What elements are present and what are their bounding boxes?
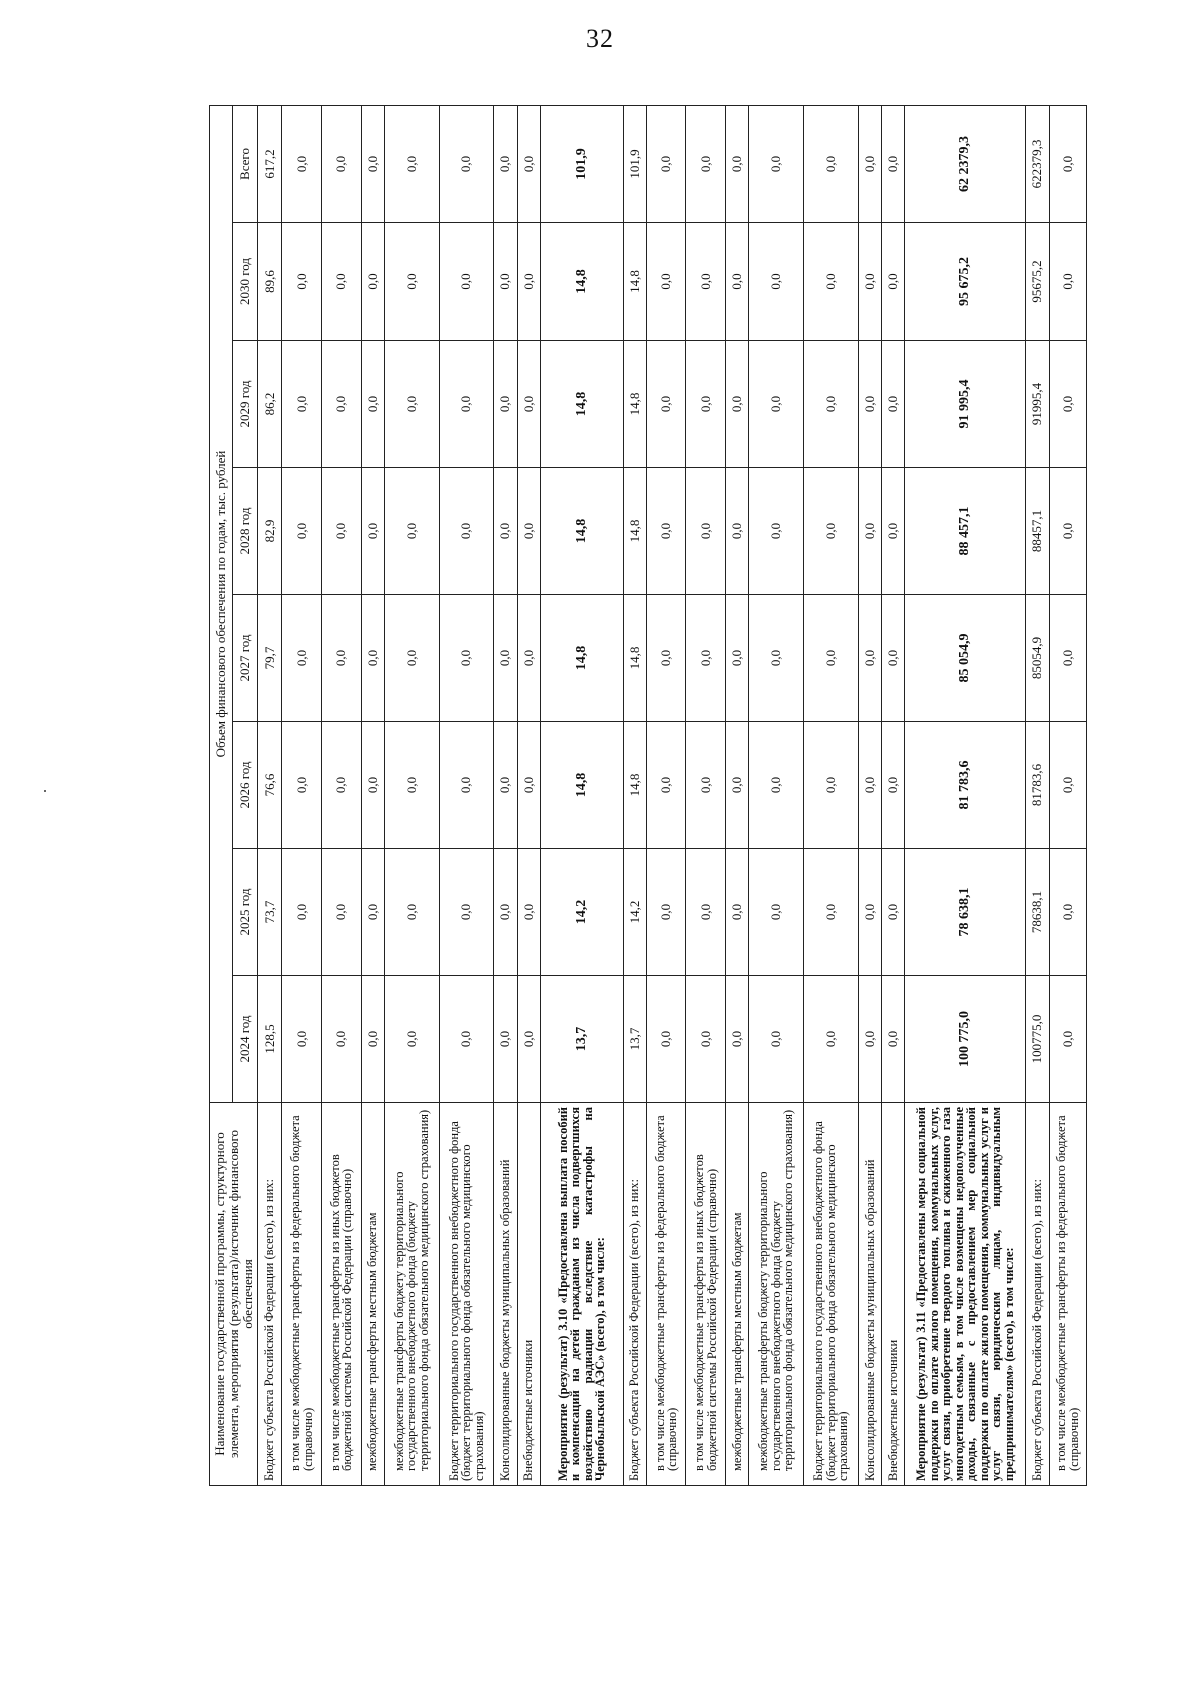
row-value-cell: 0,0 xyxy=(494,722,517,849)
row-label: Бюджет субъекта Российской Федерации (всего), из них: xyxy=(1026,1103,1049,1486)
table-row xyxy=(749,105,804,1485)
header-year: 2029 год xyxy=(233,341,258,468)
row-value-cell: 14,8 xyxy=(540,341,623,468)
row-value-cell: 0,0 xyxy=(749,722,804,849)
row-value-cell: 85 054,9 xyxy=(905,595,1026,722)
row-value-cell: 0,0 xyxy=(749,341,804,468)
row-value-cell: 0,0 xyxy=(384,341,439,468)
row-value-cell: 0,0 xyxy=(322,595,362,722)
table-row xyxy=(686,105,726,1485)
row-value-cell: 0,0 xyxy=(282,849,322,976)
row-value-cell: 0,0 xyxy=(361,976,384,1103)
row-value-cell: 0,0 xyxy=(282,223,322,341)
row-value-cell: 14,8 xyxy=(623,341,646,468)
row-value-cell: 0,0 xyxy=(517,468,540,595)
row-value-cell: 101,9 xyxy=(540,105,623,222)
row-value-cell: 0,0 xyxy=(361,595,384,722)
row-value-cell: 0,0 xyxy=(686,849,726,976)
row-value-cell: 0,0 xyxy=(361,849,384,976)
row-value-cell: 0,0 xyxy=(439,722,494,849)
table-row xyxy=(439,105,494,1485)
table-row xyxy=(623,105,646,1485)
row-value-cell: 0,0 xyxy=(881,849,904,976)
row-value-cell: 14,8 xyxy=(540,468,623,595)
row-value-cell: 73,7 xyxy=(258,849,282,976)
row-value-cell: 0,0 xyxy=(494,976,517,1103)
header-year: 2025 год xyxy=(233,849,258,976)
row-value-cell: 0,0 xyxy=(725,223,748,341)
row-value-cell: 0,0 xyxy=(517,595,540,722)
row-value-cell: 0,0 xyxy=(725,468,748,595)
row-value-cell: 85054,9 xyxy=(1026,595,1049,722)
row-value-cell: 78 638,1 xyxy=(905,849,1026,976)
row-value-cell: 0,0 xyxy=(803,223,858,341)
row-value-cell: 0,0 xyxy=(494,849,517,976)
row-value-cell: 0,0 xyxy=(517,341,540,468)
row-value-cell: 0,0 xyxy=(384,849,439,976)
row-value-cell: 0,0 xyxy=(517,976,540,1103)
row-value-cell: 0,0 xyxy=(686,223,726,341)
row-value-cell: 100 775,0 xyxy=(905,976,1026,1103)
row-label: Бюджет территориального государственного внебюджетного фонда (бюджет территориального фонда обязательного медицинского страхования) xyxy=(439,1103,494,1486)
table-row xyxy=(881,105,904,1485)
row-value-cell: 95 675,2 xyxy=(905,223,1026,341)
row-value-cell: 0,0 xyxy=(494,341,517,468)
row-value-cell: 13,7 xyxy=(540,976,623,1103)
table-row xyxy=(725,105,748,1485)
row-label: межбюджетные трансферты бюджету территориального государственного внебюджетного фонда (бюджету территориального фонда обязательного медицинского страхования) xyxy=(749,1103,804,1486)
row-value-cell: 0,0 xyxy=(749,223,804,341)
row-value-cell: 14,2 xyxy=(540,849,623,976)
row-value-cell: 0,0 xyxy=(803,849,858,976)
header-year: 2026 год xyxy=(233,722,258,849)
row-value-cell: 0,0 xyxy=(725,976,748,1103)
row-value-cell: 0,0 xyxy=(1049,722,1086,849)
row-value-cell: 0,0 xyxy=(803,595,858,722)
row-value-cell: 0,0 xyxy=(881,223,904,341)
row-value-cell: 14,8 xyxy=(540,223,623,341)
row-value-cell: 0,0 xyxy=(646,341,686,468)
header-year: 2027 год xyxy=(233,595,258,722)
row-value-cell: 0,0 xyxy=(322,223,362,341)
row-value-cell: 0,0 xyxy=(322,976,362,1103)
row-value-cell: 0,0 xyxy=(881,976,904,1103)
row-value-cell: 0,0 xyxy=(686,595,726,722)
row-value-cell: 0,0 xyxy=(725,595,748,722)
row-value-cell: 0,0 xyxy=(384,976,439,1103)
row-value-cell: 0,0 xyxy=(686,105,726,222)
row-value-cell: 622379,3 xyxy=(1026,105,1049,222)
row-value-cell: 0,0 xyxy=(881,595,904,722)
row-value-cell: 14,8 xyxy=(623,722,646,849)
row-value-cell: 0,0 xyxy=(439,595,494,722)
row-value-cell: 0,0 xyxy=(803,722,858,849)
row-value-cell: 0,0 xyxy=(646,223,686,341)
row-value-cell: 14,2 xyxy=(623,849,646,976)
row-value-cell: 0,0 xyxy=(282,468,322,595)
row-value-cell: 76,6 xyxy=(258,722,282,849)
row-value-cell: 0,0 xyxy=(646,976,686,1103)
row-label: Бюджет территориального государственного внебюджетного фонда (бюджет территориального фонда обязательного медицинского страхования) xyxy=(803,1103,858,1486)
row-value-cell: 0,0 xyxy=(384,722,439,849)
row-value-cell: 0,0 xyxy=(384,105,439,222)
table-row xyxy=(517,105,540,1485)
row-value-cell: 82,9 xyxy=(258,468,282,595)
page-number: 32 xyxy=(586,24,614,53)
row-value-cell: 0,0 xyxy=(1049,849,1086,976)
row-value-cell: 0,0 xyxy=(749,468,804,595)
row-value-cell: 0,0 xyxy=(439,849,494,976)
row-value-cell: 0,0 xyxy=(858,223,881,341)
row-value-cell: 14,8 xyxy=(540,722,623,849)
row-value-cell: 0,0 xyxy=(725,341,748,468)
row-value-cell: 0,0 xyxy=(749,595,804,722)
row-value-cell: 128,5 xyxy=(258,976,282,1103)
header-year: Всего xyxy=(233,105,258,222)
row-value-cell: 0,0 xyxy=(494,105,517,222)
row-label: межбюджетные трансферты местным бюджетам xyxy=(361,1103,384,1486)
row-value-cell: 14,8 xyxy=(540,595,623,722)
table-row xyxy=(540,105,623,1485)
row-value-cell: 0,0 xyxy=(858,976,881,1103)
table-row xyxy=(1026,105,1049,1485)
row-value-cell: 0,0 xyxy=(881,341,904,468)
row-value-cell: 0,0 xyxy=(803,341,858,468)
row-label: в том числе межбюджетные трансферты из федерального бюджета (справочно) xyxy=(282,1103,322,1486)
row-value-cell: 0,0 xyxy=(322,722,362,849)
row-value-cell: 0,0 xyxy=(322,468,362,595)
row-value-cell: 617,2 xyxy=(258,105,282,222)
table-row xyxy=(361,105,384,1485)
row-value-cell: 0,0 xyxy=(646,849,686,976)
row-value-cell: 81783,6 xyxy=(1026,722,1049,849)
row-value-cell: 0,0 xyxy=(361,105,384,222)
row-value-cell: 0,0 xyxy=(1049,468,1086,595)
row-value-cell: 0,0 xyxy=(517,849,540,976)
row-value-cell: 88 457,1 xyxy=(905,468,1026,595)
table-body xyxy=(258,105,1087,1485)
row-value-cell: 0,0 xyxy=(494,223,517,341)
row-value-cell: 0,0 xyxy=(384,468,439,595)
row-value-cell: 0,0 xyxy=(282,722,322,849)
row-value-cell: 0,0 xyxy=(282,976,322,1103)
row-label: Мероприятие (результат) 3.11 «Предоставлены меры социальной поддержки по оплате жилого помещения, коммунальных услуг, услуг связи, приобретение твердого топлива и сжиженного газа многодетным семьям, в том числе возмещены недополученные доходы, связанные с предоставлением мер социальной поддержки по оплате жилого помещения, коммунальных услуг и услуг связи, юридическим лицам, индивидуальным предпринимателям» (всего), в том числе: xyxy=(905,1103,1026,1486)
row-value-cell: 0,0 xyxy=(749,849,804,976)
row-value-cell: 0,0 xyxy=(1049,341,1086,468)
row-value-cell: 0,0 xyxy=(858,849,881,976)
table-row xyxy=(322,105,362,1485)
table-row xyxy=(1049,105,1086,1485)
row-value-cell: 0,0 xyxy=(439,105,494,222)
row-label: Консолидированные бюджеты муниципальных образований xyxy=(494,1103,517,1486)
row-value-cell: 0,0 xyxy=(749,105,804,222)
row-value-cell: 0,0 xyxy=(858,341,881,468)
row-value-cell: 0,0 xyxy=(1049,976,1086,1103)
row-value-cell: 0,0 xyxy=(646,595,686,722)
budget-table xyxy=(209,105,1087,1486)
row-value-cell: 0,0 xyxy=(439,468,494,595)
row-value-cell: 0,0 xyxy=(646,105,686,222)
row-value-cell: 101,9 xyxy=(623,105,646,222)
scan-speck xyxy=(44,790,46,792)
row-value-cell: 81 783,6 xyxy=(905,722,1026,849)
row-value-cell: 0,0 xyxy=(494,595,517,722)
row-value-cell: 0,0 xyxy=(881,722,904,849)
row-value-cell: 0,0 xyxy=(686,976,726,1103)
row-value-cell: 0,0 xyxy=(361,223,384,341)
table-row xyxy=(646,105,686,1485)
row-value-cell: 0,0 xyxy=(282,341,322,468)
row-label: Внебюджетные источники xyxy=(881,1103,904,1486)
row-value-cell: 0,0 xyxy=(439,223,494,341)
row-label: Бюджет субъекта Российской Федерации (всего), из них: xyxy=(623,1103,646,1486)
row-value-cell: 88457,1 xyxy=(1026,468,1049,595)
row-value-cell: 0,0 xyxy=(686,468,726,595)
table-row xyxy=(858,105,881,1485)
header-year: 2030 год xyxy=(233,223,258,341)
row-value-cell: 0,0 xyxy=(439,341,494,468)
row-label: Мероприятие (результат) 3.10 «Предоставлена выплата пособий и компенсаций на детей гражданам из числа подвергшихся воздействию радиации вследствие катастрофы на Чернобыльской АЭС» (всего), в том числе: xyxy=(540,1103,623,1486)
row-value-cell: 0,0 xyxy=(725,722,748,849)
row-value-cell: 0,0 xyxy=(517,105,540,222)
row-label: в том числе межбюджетные трансферты из иных бюджетов бюджетной системы Российской Федерации (справочно) xyxy=(322,1103,362,1486)
row-value-cell: 0,0 xyxy=(749,976,804,1103)
row-value-cell: 0,0 xyxy=(384,223,439,341)
row-value-cell: 62 2379,3 xyxy=(905,105,1026,222)
row-value-cell: 0,0 xyxy=(361,468,384,595)
row-value-cell: 0,0 xyxy=(646,722,686,849)
row-value-cell: 0,0 xyxy=(858,105,881,222)
row-value-cell: 0,0 xyxy=(858,595,881,722)
table-row xyxy=(803,105,858,1485)
row-value-cell: 0,0 xyxy=(361,722,384,849)
table-row xyxy=(282,105,322,1485)
row-label: Бюджет субъекта Российской Федерации (всего), из них: xyxy=(258,1103,282,1486)
row-value-cell: 0,0 xyxy=(322,341,362,468)
row-value-cell: 14,8 xyxy=(623,223,646,341)
table-row xyxy=(384,105,439,1485)
row-label: в том числе межбюджетные трансферты из иных бюджетов бюджетной системы Российской Федерации (справочно) xyxy=(686,1103,726,1486)
row-value-cell: 91 995,4 xyxy=(905,341,1026,468)
row-value-cell: 0,0 xyxy=(384,595,439,722)
header-row-group xyxy=(210,105,233,1485)
row-value-cell: 0,0 xyxy=(439,976,494,1103)
row-value-cell: 0,0 xyxy=(803,105,858,222)
row-value-cell: 0,0 xyxy=(517,223,540,341)
row-value-cell: 0,0 xyxy=(686,341,726,468)
row-value-cell: 0,0 xyxy=(1049,223,1086,341)
row-value-cell: 86,2 xyxy=(258,341,282,468)
row-value-cell: 0,0 xyxy=(686,722,726,849)
row-value-cell: 0,0 xyxy=(322,105,362,222)
row-value-cell: 0,0 xyxy=(1049,105,1086,222)
row-value-cell: 0,0 xyxy=(322,849,362,976)
row-label: в том числе межбюджетные трансферты из федерального бюджета (справочно) xyxy=(646,1103,686,1486)
table-row xyxy=(494,105,517,1485)
row-label: Внебюджетные источники xyxy=(517,1103,540,1486)
row-value-cell: 14,8 xyxy=(623,595,646,722)
row-value-cell: 0,0 xyxy=(858,468,881,595)
row-value-cell: 100775,0 xyxy=(1026,976,1049,1103)
header-name-column: Наименование государственной программы, структурного элемента, мероприятия (результата)/источник финансового обеспечения xyxy=(210,1103,258,1486)
row-value-cell: 14,8 xyxy=(623,468,646,595)
rotated-table-container xyxy=(209,106,1087,1486)
row-value-cell: 0,0 xyxy=(282,595,322,722)
table-row xyxy=(258,105,282,1485)
row-label: межбюджетные трансферты местным бюджетам xyxy=(725,1103,748,1486)
table-header xyxy=(210,105,258,1485)
row-value-cell: 0,0 xyxy=(881,105,904,222)
row-value-cell: 0,0 xyxy=(282,105,322,222)
row-value-cell: 78638,1 xyxy=(1026,849,1049,976)
row-value-cell: 0,0 xyxy=(803,468,858,595)
row-value-cell: 0,0 xyxy=(1049,595,1086,722)
row-value-cell: 0,0 xyxy=(646,468,686,595)
row-value-cell: 0,0 xyxy=(494,468,517,595)
row-label: Консолидированные бюджеты муниципальных образований xyxy=(858,1103,881,1486)
row-value-cell: 79,7 xyxy=(258,595,282,722)
row-label: в том числе межбюджетные трансферты из федерального бюджета (справочно) xyxy=(1049,1103,1086,1486)
row-value-cell: 0,0 xyxy=(361,341,384,468)
header-year: 2024 год xyxy=(233,976,258,1103)
row-value-cell: 0,0 xyxy=(881,468,904,595)
row-value-cell: 91995,4 xyxy=(1026,341,1049,468)
header-year: 2028 год xyxy=(233,468,258,595)
row-value-cell: 0,0 xyxy=(517,722,540,849)
header-funding-group: Объем финансового обеспечения по годам, тыс. рублей xyxy=(210,105,233,1102)
row-value-cell: 89,6 xyxy=(258,223,282,341)
row-label: межбюджетные трансферты бюджету территориального государственного внебюджетного фонда (бюджету территориального фонда обязательного медицинского страхования) xyxy=(384,1103,439,1486)
row-value-cell: 0,0 xyxy=(858,722,881,849)
row-value-cell: 13,7 xyxy=(623,976,646,1103)
row-value-cell: 0,0 xyxy=(803,976,858,1103)
row-value-cell: 95675,2 xyxy=(1026,223,1049,341)
table-row xyxy=(905,105,1026,1485)
row-value-cell: 0,0 xyxy=(725,849,748,976)
row-value-cell: 0,0 xyxy=(725,105,748,222)
